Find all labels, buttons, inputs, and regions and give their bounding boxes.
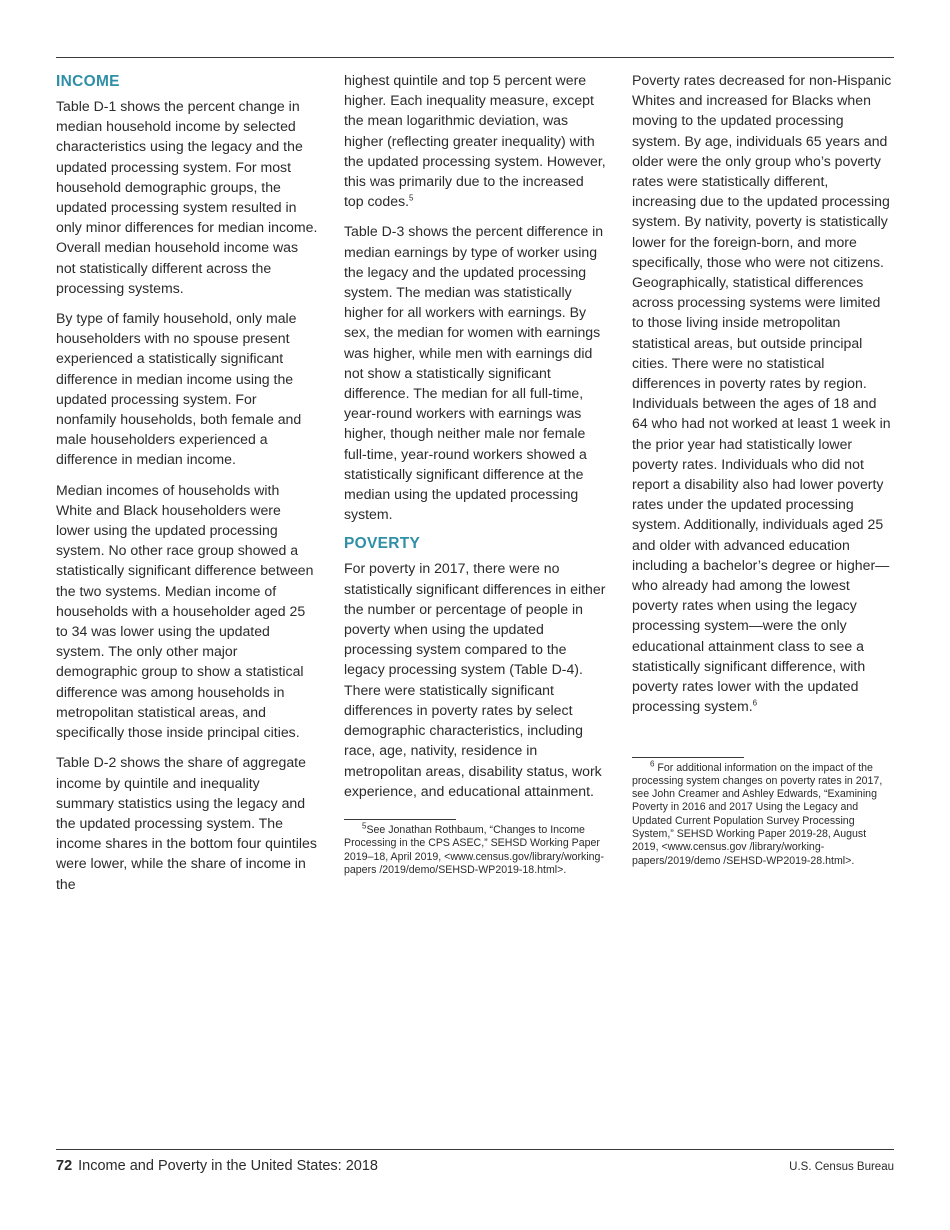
top-rule (56, 57, 894, 58)
page-number: 72 (56, 1158, 73, 1174)
footnote-text: For additional information on the impact of the processing system changes on poverty rates in 2017, see John Creamer and Ashley Edwards, “Examining Poverty in 2016 and 2017 Using the Legacy and Updated Current Population Survey Processing System,” SEHSD Working Paper 2019-28, August 2019, <www.census.gov /library/working-papers/2019/demo /SEHSD-WP2019-28.html>. (632, 761, 883, 867)
bottom-rule (56, 1149, 894, 1150)
paragraph-text: highest quintile and top 5 percent were higher. Each inequality measure, except the mean logarithmic deviation, was higher (reflecting greater inequality) with the updated processing system. However, this was primarily due to the increased top codes. (344, 72, 606, 210)
paragraph: Median incomes of households with White and Black householders were lower using the updated processing system. No other race group showed a statistically significant difference between the two systems. Median income of households with a householder aged 25 to 34 was lower using the updated system. The only other major demographic group to show a statistical difference was among households in metropolitan statistical areas, and specifically those inside principal cities. (56, 481, 314, 741)
footnote-ref: 6 (752, 698, 758, 708)
column-2 (344, 70, 606, 877)
footnote-ref: 5 (409, 193, 414, 203)
footnote-text: See Jonathan Rothbaum, “Changes to Income Processing in the CPS ASEC,” SEHSD Working Paper 2019–18, April 2019, <www.census.gov/library/working-papers /2019/demo/SEHSD-WP2019-18.html>. (344, 823, 604, 876)
footnote-number: 6 (650, 758, 655, 768)
footnote (344, 821, 606, 877)
publication-title: Income and Poverty in the United States: 2018 (78, 1158, 378, 1174)
footnote (632, 758, 894, 868)
section-heading-poverty: POVERTY (344, 535, 421, 553)
column-3 (632, 70, 894, 868)
paragraph: Table D-3 shows the percent difference in median earnings by type of worker using the legacy and the updated processing system. The median was statistically higher for all workers with earnings. By sex, the median for women with earnings was higher, while men with earnings did not show a statistically significant difference. The median for all full-time, year-round workers with earnings was higher, though neither male nor female full-time, year-round workers showed a statistically significant difference at the median using the updated processing system. (344, 223, 604, 523)
paragraph: Table D-1 shows the percent change in median household income by selected characteristics using the legacy and the updated processing system. For most household demographic groups, the updated processing system resulted in only minor differences for median income. Overall median household income was not statistically different across the processing systems. (56, 98, 318, 296)
paragraph (344, 70, 606, 211)
publisher: U.S. Census Bureau (789, 1161, 894, 1173)
paragraph: Table D-2 shows the share of aggregate income by quintile and inequality summary statistics using the legacy and the updated processing system. The income shares in the bottom four quintiles were lower, while the share of income in the (56, 754, 317, 892)
column-1 (56, 70, 318, 904)
paragraph: For poverty in 2017, there were no statistically significant differences in either the number or percentage of people in poverty when using the updated processing system compared to the legacy processing system (Table D-4). There were statistically significant differences in poverty rates by select demographic characteristics, including race, age, nativity, residence in metropolitan areas, disability status, work experience, and educational attainment. (344, 560, 606, 799)
footer-left (56, 1158, 378, 1174)
footnote-rule (632, 757, 744, 758)
paragraph-text: Poverty rates decreased for non-Hispanic Whites and increased for Blacks when moving to the updated processing system. By age, individuals 65 years and older were the only group who’s poverty rates were statistically different, increasing due to the updated processing system. By nativity, poverty is statistically lower for the foreign-born, and more specifically, those who were not citizens. Geographically, statistical differences across processing systems were limited to those living inside metropolitan statistical areas, but outside principal cities. There were no statistical differences in poverty rates by region. Individuals between the ages of 18 and 64 who had not worked at least 1 week in the prior year had statistically lower poverty rates. Individuals who did not report a disability also had lower poverty rates under the updated processing system. Additionally, individuals aged 25 and older with advanced education including a bachelor’s degree or higher—who already had among the lowest poverty rates when using the legacy processing system—were the only educational attainment class to see a statistically significant difference, with poverty rates lower with the updated processing system. (632, 72, 892, 715)
footnote-rule (344, 819, 456, 820)
paragraph (632, 70, 894, 717)
footnote-number: 5 (362, 821, 367, 831)
paragraph: By type of family household, only male householders with no spouse present experienced a statistically significant difference in median income using the updated processing system. For nonfamily households, both female and male householders experienced a difference in median income. (56, 310, 302, 468)
section-heading-income: INCOME (56, 73, 120, 90)
